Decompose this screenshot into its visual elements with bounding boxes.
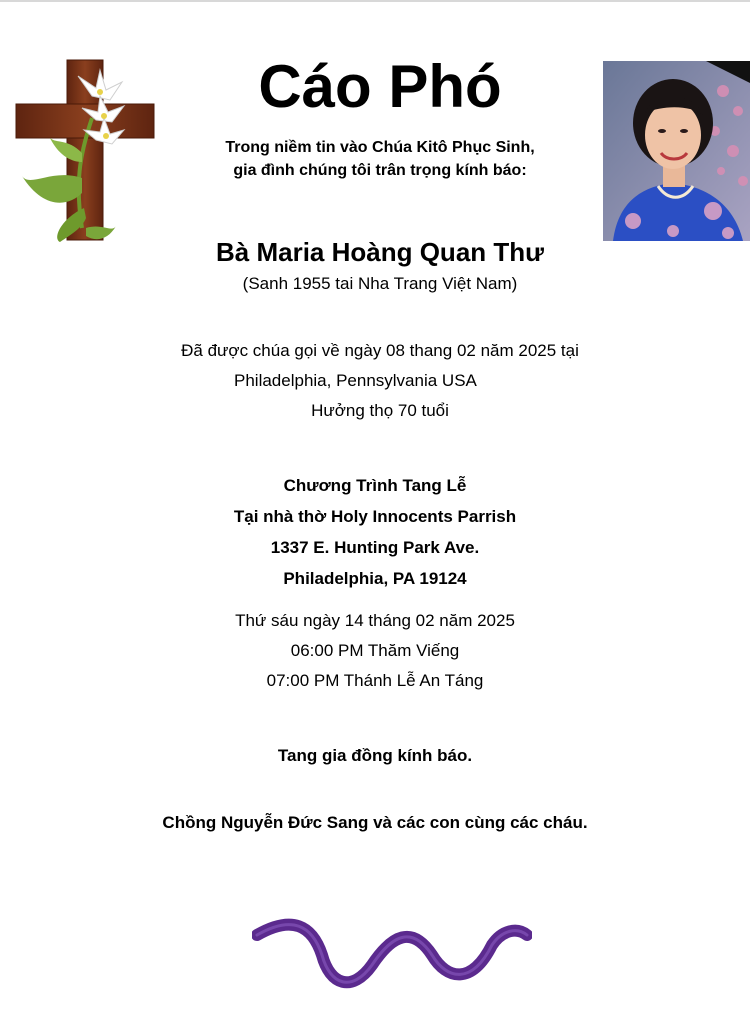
program-church: Tại nhà thờ Holy Innocents Parrish	[233, 507, 517, 526]
intro-line-2: gia đình chúng tôi trân trọng kính báo:	[233, 162, 527, 179]
death-line-3: Hưởng thọ 70 tuổi	[311, 401, 449, 420]
program-city: Philadelphia, PA 19124	[283, 569, 467, 588]
schedule-visitation: 06:00 PM Thăm Viếng	[290, 641, 460, 660]
deceased-name: Bà Maria Hoàng Quan Thư	[216, 237, 544, 267]
death-line-1: Đã được chúa gọi về ngày 08 thang 02 năm 2025 tại	[181, 341, 579, 360]
page-title: Cáo Phó	[258, 53, 502, 120]
announcement: Tang gia đồng kính báo.	[277, 746, 473, 765]
schedule-date: Thứ sáu ngày 14 tháng 02 năm 2025	[235, 611, 515, 630]
death-line-2: Philadelphia, Pennsylvania USA	[234, 371, 477, 390]
family-signature: Chồng Nguyễn Đức Sang và các con cùng các cháu.	[162, 813, 588, 832]
funeral-schedule	[0, 606, 750, 696]
birth-info: (Sanh 1955 tai Nha Trang Việt Nam)	[242, 274, 518, 293]
program-heading: Chương Trình Tang Lễ	[283, 476, 467, 495]
purple-ribbon-icon	[252, 915, 532, 995]
death-info	[160, 336, 600, 426]
funeral-program	[0, 470, 750, 594]
top-border	[0, 0, 750, 2]
intro-line-1: Trong niềm tin vào Chúa Kitô Phục Sinh,	[225, 139, 535, 156]
schedule-mass: 07:00 PM Thánh Lễ An Táng	[266, 671, 484, 690]
program-address: 1337 E. Hunting Park Ave.	[270, 538, 480, 557]
intro-text	[150, 136, 610, 182]
